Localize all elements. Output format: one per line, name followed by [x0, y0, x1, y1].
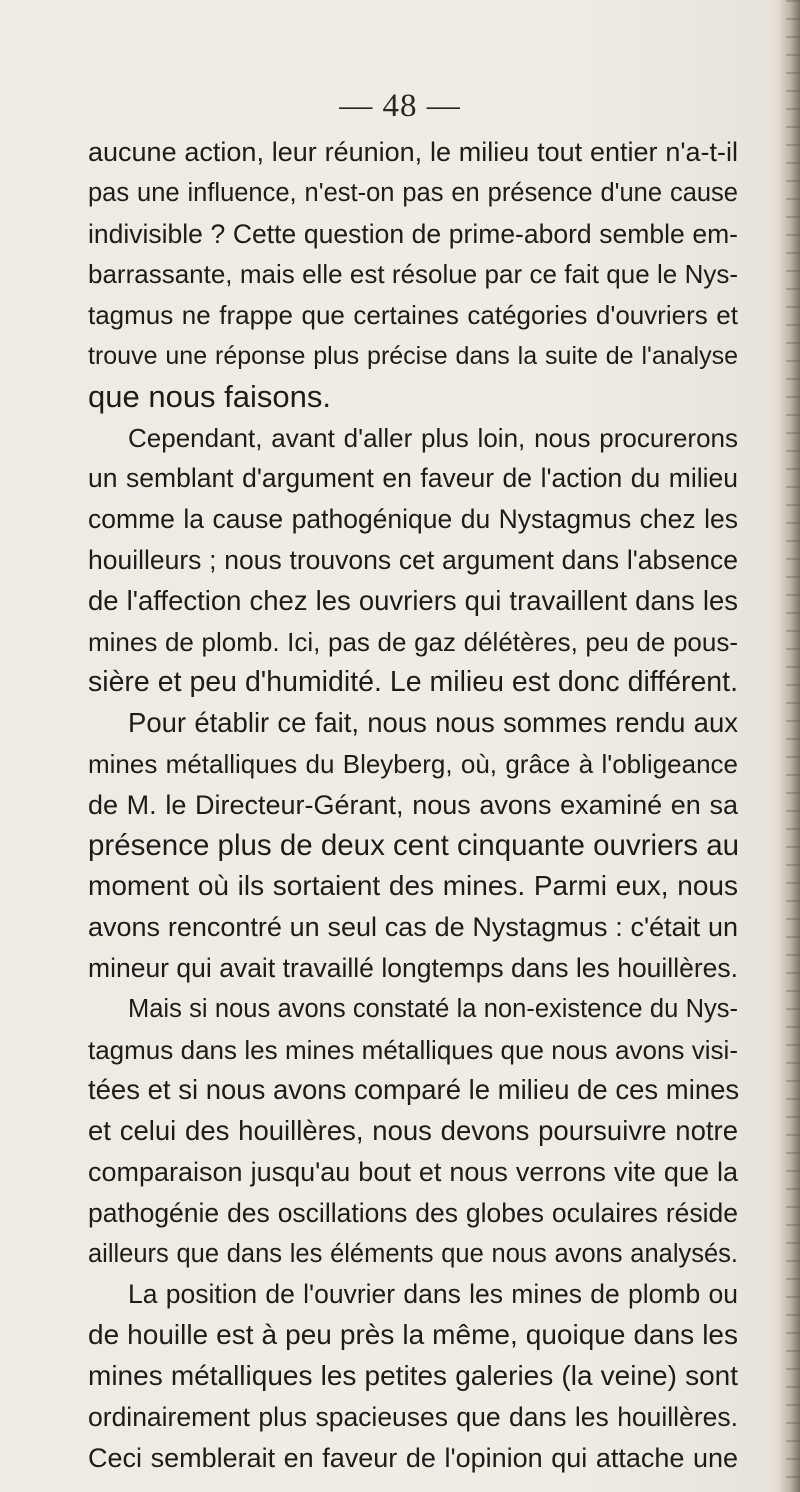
- page-edge-marks: [786, 0, 800, 1492]
- text-line: de houille est à peu près la même, quoique dans les: [88, 1319, 738, 1351]
- text-line: tagmus ne frappe que certaines catégories d'ouvriers et: [88, 300, 738, 331]
- text-line: ailleurs que dans les éléments que nous avons analysés.: [88, 1239, 738, 1268]
- text-line: sière et peu d'humidité. Le milieu est donc différent.: [88, 666, 738, 699]
- text-line: de l'affection chez les ouvriers qui travaillent dans les: [88, 584, 738, 616]
- text-line: aucune action, leur réunion, le milieu tout entier n'a-t-il: [88, 137, 738, 167]
- text-line: mines de plomb. Ici, pas de gaz délétères, peu de pous-: [88, 626, 738, 657]
- text-line: que nous faisons.: [88, 378, 332, 414]
- text-line: moment où ils sortaient des mines. Parmi eux, nous: [88, 870, 738, 902]
- text-line: houilleurs ; nous trouvons cet argument dans l'absence: [88, 544, 738, 575]
- text-line: tagmus dans les mines métalliques que nous avons visi-: [88, 1034, 738, 1065]
- text-line: Ceci semblerait en faveur de l'opinion qui attache une: [88, 1442, 738, 1473]
- text-line: pathogénie des oscillations des globes oculaires réside: [88, 1197, 738, 1228]
- text-line: Cependant, avant d'aller plus loin, nous procurerons: [128, 422, 738, 453]
- page-number: — 48 —: [339, 88, 461, 124]
- text-line: pas une influence, n'est-on pas en présence d'une cause: [88, 178, 738, 207]
- text-line: Mais si nous avons constaté la non-existence du Nys-: [128, 994, 738, 1023]
- text-line: ordinairement plus spacieuses que dans les houillères.: [88, 1401, 738, 1432]
- text-line: avons rencontré un seul cas de Nystagmus : c'était un: [88, 912, 738, 943]
- text-line: La position de l'ouvrier dans les mines de plomb ou: [128, 1279, 738, 1310]
- text-line: barrassante, mais elle est résolue par ce fait que le Nys-: [88, 259, 738, 290]
- text-line: mines métalliques les petites galeries (la veine) sont: [88, 1359, 738, 1391]
- text-line: comme la cause pathogénique du Nystagmus chez les: [88, 504, 738, 535]
- text-line: Pour établir ce fait, nous nous sommes rendu aux: [128, 707, 738, 739]
- text-line: présence plus de deux cent cinquante ouvriers au: [88, 828, 740, 862]
- text-line: indivisible ? Cette question de prime-abord semble em-: [88, 218, 738, 249]
- text-line: mineur qui avait travaillé longtemps dans les houillères.: [88, 952, 738, 983]
- text-line: comparaison jusqu'au bout et nous verrons vite que la: [88, 1156, 738, 1187]
- text-line: un semblant d'argument en faveur de l'action du milieu: [88, 463, 738, 494]
- text-line: tées et si nous avons comparé le milieu de ces mines: [88, 1074, 740, 1106]
- text-line: mines métalliques du Bleyberg, où, grâce à l'obligeance: [88, 748, 738, 779]
- text-line: et celui des houillères, nous devons poursuivre notre: [88, 1115, 738, 1147]
- text-line: de M. le Directeur-Gérant, nous avons examiné en sa: [88, 789, 738, 820]
- body-text: [88, 132, 738, 1478]
- text-line: trouve une réponse plus précise dans la suite de l'analyse: [88, 341, 738, 370]
